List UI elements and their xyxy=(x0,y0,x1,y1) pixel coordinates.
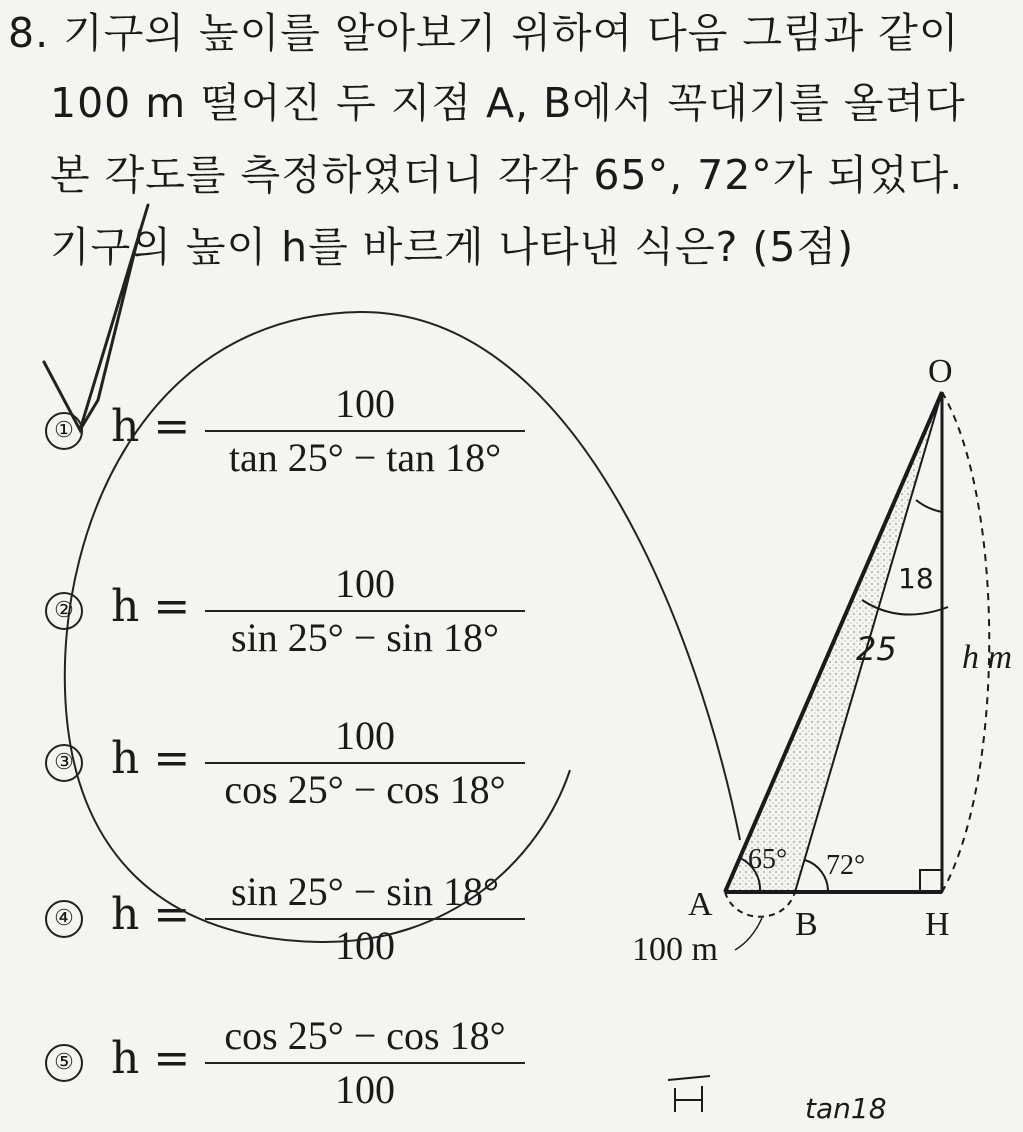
handwritten-18: 18 xyxy=(898,562,934,595)
right-angle-marker xyxy=(920,870,942,892)
question-text-1: 기구의 높이를 알아보기 위하여 다음 그림과 같이 xyxy=(63,9,960,57)
choice-lhs-3: h = xyxy=(111,733,191,784)
handwritten-loop xyxy=(65,312,740,942)
distance-brace xyxy=(725,892,795,917)
choice-lhs-1: h = xyxy=(111,401,191,452)
numerator-2: 100 xyxy=(335,561,395,606)
angle-arc-B xyxy=(805,860,828,892)
label-height: h m xyxy=(962,639,1013,676)
angle-arc-O xyxy=(916,500,942,512)
denominator-1: tan 25° − tan 18° xyxy=(228,435,502,480)
label-angle-65: 65° xyxy=(748,844,788,875)
handwritten-25: 25 xyxy=(856,630,897,668)
label-A: A xyxy=(688,886,713,923)
handwritten-scribble-mark xyxy=(668,1076,710,1112)
numerator-4: sin 25° − sin 18° xyxy=(231,869,499,914)
denominator-5: 100 xyxy=(335,1067,395,1112)
choice-marker-2: ② xyxy=(45,592,83,630)
label-distance: 100 m xyxy=(632,931,718,968)
denominator-4: 100 xyxy=(335,923,395,968)
choice-lhs-5: h = xyxy=(111,1033,191,1084)
label-O: O xyxy=(928,353,953,390)
numerator-3: 100 xyxy=(335,713,395,758)
question-number: 8. xyxy=(8,9,50,57)
check-mark xyxy=(44,205,148,430)
choice-lhs-4: h = xyxy=(111,889,191,940)
question-line-2: 100 m 떨어진 두 지점 A, B에서 꼭대기를 올려다 xyxy=(50,79,966,127)
label-B: B xyxy=(795,906,818,943)
label-angle-72: 72° xyxy=(826,850,866,881)
numerator-5: cos 25° − cos 18° xyxy=(224,1013,506,1058)
question-line-4: 기구의 높이 h를 바르게 나타낸 식은? (5점) xyxy=(50,223,855,271)
numerator-1: 100 xyxy=(335,381,395,426)
choice-marker-3: ③ xyxy=(45,744,83,782)
choice-marker-4: ④ xyxy=(45,900,83,938)
label-H: H xyxy=(925,906,950,943)
denominator-3: cos 25° − cos 18° xyxy=(224,767,506,812)
line-AO xyxy=(725,392,942,892)
denominator-2: sin 25° − sin 18° xyxy=(231,615,499,660)
choice-marker-5: ⑤ xyxy=(45,1044,83,1082)
question-line-3: 본 각도를 측정하였더니 각각 65°, 72°가 되었다. xyxy=(50,151,964,199)
choice-lhs-2: h = xyxy=(111,581,191,632)
distance-pointer xyxy=(735,918,762,950)
choice-marker-1: ① xyxy=(45,412,83,450)
handwritten-tan18: tan18 xyxy=(805,1092,887,1122)
